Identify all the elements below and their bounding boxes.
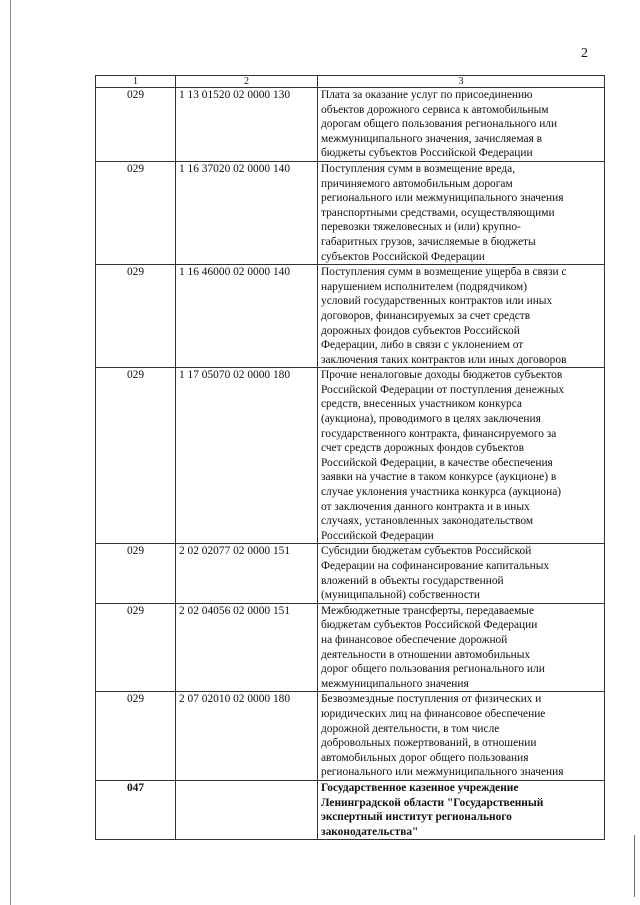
description-line: дорожной деятельности, в том числе [321, 722, 500, 735]
revenue-codes-table [95, 75, 605, 840]
budget-classification-code-cell: 2 02 04056 02 0000 151 [176, 603, 318, 692]
revenue-description-cell [318, 603, 605, 692]
description-line: транспортными средствами, осуществляющими [321, 206, 555, 219]
description-line: бюджеты субъектов Российской Федерации [321, 147, 533, 160]
administrator-code-cell: 047 [96, 780, 176, 839]
table-row [96, 265, 605, 368]
description-line: автомобильных дорог общего пользования [321, 751, 529, 764]
revenue-description-cell [318, 544, 605, 603]
description-line: (аукциона), проводимого в целях заключения [321, 413, 541, 426]
description-line: Российской Федерации [321, 529, 434, 542]
description-line: причиняемого автомобильным дорогам [321, 177, 513, 190]
budget-classification-code-cell: 2 07 02010 02 0000 180 [176, 692, 318, 781]
description-line: вложений в объекты государственной [321, 574, 504, 587]
description-line: субъектов Российской Федерации [321, 250, 485, 263]
budget-classification-code-cell: 1 17 05070 02 0000 180 [176, 368, 318, 544]
description-line: межмуниципального значения [321, 677, 469, 690]
budget-classification-code-cell: 1 16 37020 02 0000 140 [176, 161, 318, 264]
table-body [96, 76, 605, 840]
description-line: Безвозмездные поступления от физических и [321, 693, 542, 706]
administrator-code-cell: 029 [96, 603, 176, 692]
table-row [96, 368, 605, 544]
description-line: межмуниципального значения, зачисляемая в [321, 132, 542, 145]
table-row [96, 692, 605, 781]
revenue-description-cell [318, 265, 605, 368]
table-row [96, 544, 605, 603]
description-line: заявки на участие в таком конкурсе (аукционе) в [321, 471, 557, 484]
description-line: средств, внесенных участником конкурса [321, 398, 522, 411]
description-line: Межбюджетные трансферты, передаваемые [321, 604, 535, 617]
revenue-description-cell [318, 780, 605, 839]
administrator-code-cell: 029 [96, 544, 176, 603]
description-line: законодательства" [321, 825, 419, 838]
description-line: Российской Федерации, в качестве обеспечения [321, 456, 553, 469]
description-line: (муниципальной) собственности [321, 589, 480, 602]
description-line: Плата за оказание услуг по присоединению [321, 89, 533, 101]
table-row [96, 603, 605, 692]
description-line: случае уклонения участника конкурса (аукциона) [321, 486, 562, 499]
description-line: Федерации на софинансирование капитальных [321, 560, 550, 572]
description-line: нарушением исполнителем (подрядчиком) [321, 280, 528, 293]
description-line: экспертный институт регионального [321, 811, 512, 824]
column-number-3: 3 [318, 76, 605, 88]
description-line: Российской Федерации от поступления денежных [321, 383, 565, 396]
page-edge-left [10, 0, 11, 905]
description-line: на финансовое обеспечение дорожной [321, 633, 508, 646]
table-header-row [96, 76, 605, 88]
description-line: государственного контракта, финансируемого за [321, 427, 557, 440]
description-line: регионального или межмуниципального значения [321, 766, 564, 779]
description-line: Поступления сумм в возмещение ущерба в связи с [321, 266, 567, 279]
revenue-description-cell [318, 692, 605, 781]
description-line: юридических лиц на финансовое обеспечение [321, 707, 546, 720]
description-line: Поступления сумм в возмещение вреда, [321, 162, 516, 175]
column-number-1: 1 [96, 76, 176, 88]
description-line: дорог общего пользования регионального или [321, 663, 545, 676]
description-line: заключения таких контрактов или иных договоров [321, 353, 567, 366]
description-line: счет средств дорожных фондов субъектов [321, 442, 524, 455]
administrator-code-cell: 029 [96, 88, 176, 162]
description-line: дорогам общего пользования регионального или [321, 118, 558, 131]
description-line: Субсидии бюджетам субъектов Российской [321, 545, 532, 558]
description-line: дорожных фондов субъектов Российской [321, 324, 520, 337]
administrator-code-cell: 029 [96, 265, 176, 368]
description-line: габаритных грузов, зачисляемые в бюджеты [321, 235, 536, 248]
page-edge-right [634, 835, 635, 897]
table-row [96, 161, 605, 264]
table-row [96, 780, 605, 839]
budget-classification-code-cell [176, 780, 318, 839]
table-row [96, 88, 605, 162]
revenue-description-cell [318, 88, 605, 162]
description-line: договоров, финансируемых за счет средств [321, 309, 531, 322]
administrator-code-cell: 029 [96, 368, 176, 544]
revenue-description-cell [318, 368, 605, 544]
column-number-2: 2 [176, 76, 318, 88]
description-line: от заключения данного контракта и в иных [321, 500, 530, 513]
budget-classification-code-cell: 1 16 46000 02 0000 140 [176, 265, 318, 368]
budget-classification-code-cell: 1 13 01520 02 0000 130 [176, 88, 318, 162]
description-line: бюджетам субъектов Российской Федерации [321, 619, 538, 632]
description-line: Федерации, либо в связи с уклонением от [321, 339, 524, 352]
description-line: объектов дорожного сервиса к автомобильным [321, 103, 549, 116]
description-line: Прочие неналоговые доходы бюджетов субъектов [321, 369, 563, 382]
description-line: добровольных пожертвований, в отношении [321, 737, 537, 750]
description-line: Ленинградской области "Государственный [321, 796, 544, 809]
administrator-code-cell: 029 [96, 161, 176, 264]
description-line: случаях, установленных законодательством [321, 515, 534, 528]
administrator-code-cell: 029 [96, 692, 176, 781]
budget-classification-code-cell: 2 02 02077 02 0000 151 [176, 544, 318, 603]
description-line: перевозки тяжеловесных и (или) крупно- [321, 221, 521, 234]
description-line: деятельности в отношении автомобильных [321, 648, 531, 661]
revenue-description-cell [318, 161, 605, 264]
description-line: регионального или межмуниципального значения [321, 192, 564, 205]
description-line: Государственное казенное учреждение [321, 781, 519, 794]
page-number: 2 [581, 46, 588, 61]
description-line: условий государственных контрактов или иных [321, 295, 553, 308]
